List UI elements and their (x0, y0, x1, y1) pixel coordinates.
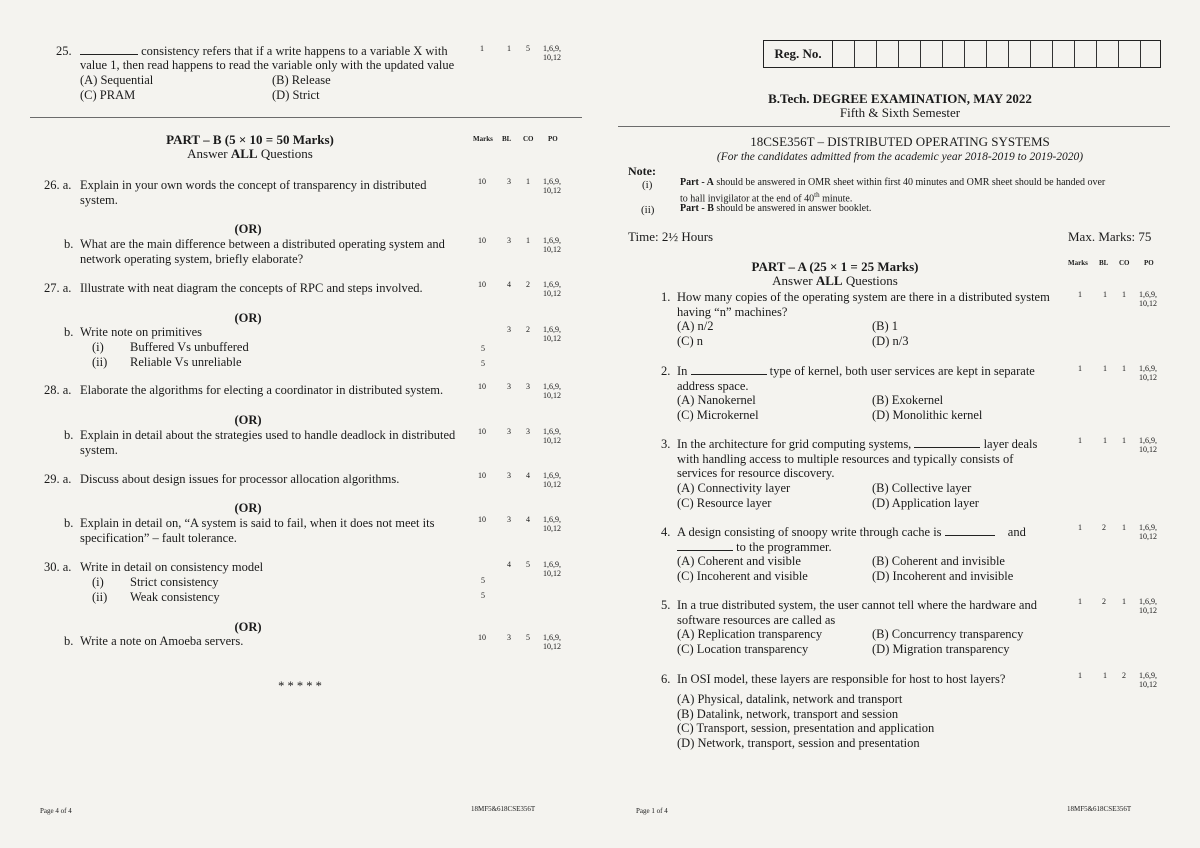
q3-option-a: (A) Connectivity layer (677, 481, 791, 495)
q26b-marks: 10 (478, 236, 486, 245)
q26a-line1: Explain in your own words the concept of transparency in distributed (80, 178, 427, 192)
q1-marks: 1 (1078, 290, 1082, 299)
q29a-bl: 3 (507, 471, 511, 480)
q3-blank (914, 437, 980, 448)
reg-no-cell[interactable] (1052, 41, 1053, 67)
q26a-number: 26. a. (44, 178, 72, 192)
q5-co: 1 (1122, 597, 1126, 606)
q3-line1: In the architecture for grid computing systems, layer deals (677, 437, 1038, 451)
q6-option-d: (D) Network, transport, session and presentation (677, 736, 920, 750)
header-po: PO (548, 135, 558, 143)
q29a-line1: Discuss about design issues for processor allocation algorithms. (80, 472, 400, 486)
q5-option-b: (B) Concurrency transparency (872, 627, 1024, 641)
q30b-line1: Write a note on Amoeba servers. (80, 634, 244, 648)
reg-no-cell[interactable] (1074, 41, 1075, 67)
q5-line1: In a true distributed system, the user cannot tell where the hardware and (677, 598, 1037, 612)
exam-title: B.Tech. DEGREE EXAMINATION, MAY 2022 (768, 91, 1032, 106)
q30a-number: 30. a. (44, 560, 72, 574)
q27b-sub1: Buffered Vs unbuffered (130, 340, 249, 354)
q1-option-c: (C) n (677, 334, 704, 348)
q2-option-c: (C) Microkernel (677, 408, 759, 422)
q26b-co: 1 (526, 236, 530, 245)
part-a-subtitle: Answer ALL Questions (772, 273, 898, 288)
q29a-number: 29. a. (44, 472, 72, 486)
q6-option-c: (C) Transport, session, presentation and application (677, 721, 935, 735)
reg-no-cell[interactable] (854, 41, 855, 67)
reg-no-box (763, 40, 1161, 68)
part-a-title: PART – A (25 × 1 = 25 Marks) (751, 259, 919, 274)
max-marks: Max. Marks: 75 (1068, 229, 1152, 244)
q25-option-b: (B) Release (272, 73, 331, 87)
q3-marks: 1 (1078, 436, 1082, 445)
q6-po: 1,6,9, 10,12 (1139, 671, 1157, 689)
q3-line3: services for resource discovery. (677, 466, 835, 480)
q2-co: 1 (1122, 364, 1126, 373)
q5-po: 1,6,9, 10,12 (1139, 597, 1157, 615)
q30a-co: 5 (526, 560, 530, 569)
q27b-sub2-marks: 5 (481, 359, 485, 368)
q28a-po: 1,6,9, 10,12 (543, 382, 561, 400)
q3-option-b: (B) Collective layer (872, 481, 972, 495)
q27b-sub1-marks: 5 (481, 344, 485, 353)
q3-bl: 1 (1103, 436, 1107, 445)
reg-no-cell[interactable] (964, 41, 965, 67)
q28a-bl: 3 (507, 382, 511, 391)
q30b-co: 5 (526, 633, 530, 642)
q3-number: 3. (661, 437, 671, 451)
note-ii-text: Part - B should be answered in answer booklet. (680, 203, 872, 214)
q2-option-b: (B) Exokernel (872, 393, 944, 407)
q5-option-a: (A) Replication transparency (677, 627, 823, 641)
q26b-bl: 3 (507, 236, 511, 245)
q27b-bl: 3 (507, 325, 511, 334)
q5-number: 5. (661, 598, 671, 612)
q3-line2: with handling access to multiple resources and typically consists of (677, 452, 1014, 466)
or-separator: (OR) (234, 413, 262, 427)
q29a-co: 4 (526, 471, 530, 480)
q5-option-d: (D) Migration transparency (872, 642, 1010, 656)
q6-option-a: (A) Physical, datalink, network and transport (677, 692, 903, 706)
q29b-line2: specification” – fault tolerance. (80, 531, 237, 545)
q27b-number: b. (64, 325, 74, 339)
q25-line1: consistency refers that if a write happens to a variable X with (80, 44, 448, 58)
q30b-number: b. (64, 634, 74, 648)
q30a-po: 1,6,9, 10,12 (543, 560, 561, 578)
q25-bl: 1 (507, 44, 511, 53)
q30b-bl: 3 (507, 633, 511, 642)
q4-line2: to the programmer. (677, 540, 832, 554)
q5-marks: 1 (1078, 597, 1082, 606)
q30a-bl: 4 (507, 560, 511, 569)
q27b-line1: Write note on primitives (80, 325, 203, 339)
q27a-line1: Illustrate with neat diagram the concepts of RPC and steps involved. (80, 281, 423, 295)
part-b-title: PART – B (5 × 10 = 50 Marks) (166, 132, 334, 147)
q27a-bl: 4 (507, 280, 511, 289)
header-bl: BL (502, 135, 512, 143)
q28a-marks: 10 (478, 382, 486, 391)
q29b-bl: 3 (507, 515, 511, 524)
or-separator: (OR) (234, 222, 262, 236)
q1-po: 1,6,9, 10,12 (1139, 290, 1157, 308)
q6-bl: 1 (1103, 671, 1107, 680)
part-b-subtitle: Answer ALL Questions (187, 146, 313, 161)
q25-option-c: (C) PRAM (80, 88, 136, 102)
q28a-line1: Elaborate the algorithms for electing a coordinator in distributed system. (80, 383, 444, 397)
or-separator: (OR) (234, 620, 262, 634)
divider (618, 126, 1170, 127)
q26b-line1: What are the main difference between a distributed operating system and (80, 237, 445, 251)
q25-option-d: (D) Strict (272, 88, 320, 102)
q26a-co: 1 (526, 177, 530, 186)
q28a-number: 28. a. (44, 383, 72, 397)
reg-no-cell[interactable] (1096, 41, 1097, 67)
q27a-number: 27. a. (44, 281, 72, 295)
q29b-number: b. (64, 516, 74, 530)
q4-option-b: (B) Coherent and invisible (872, 554, 1005, 568)
q26b-po: 1,6,9, 10,12 (543, 236, 561, 254)
reg-no-cell[interactable] (986, 41, 987, 67)
note-i-text: Part - A should be answered in OMR sheet within first 40 minutes and OMR sheet should be handed over to hall invigilator at the end of 40th minute. (680, 177, 1106, 205)
q4-option-c: (C) Incoherent and visible (677, 569, 808, 583)
q27b-sub1-number: (i) (92, 340, 104, 354)
candidates-note: (For the candidates admitted from the academic year 2018-2019 to 2019-2020) (716, 151, 1084, 163)
q26b-number: b. (64, 237, 74, 251)
q5-bl: 2 (1102, 597, 1106, 606)
q29b-po: 1,6,9, 10,12 (543, 515, 561, 533)
q27b-sub2-number: (ii) (92, 355, 108, 369)
q26a-po: 1,6,9, 10,12 (543, 177, 561, 195)
q5-option-c: (C) Location transparency (677, 642, 809, 656)
q25-option-a: (A) Sequential (80, 73, 154, 87)
q3-option-c: (C) Resource layer (677, 496, 772, 510)
q2-option-d: (D) Monolithic kernel (872, 408, 983, 422)
divider (30, 117, 582, 118)
note-i-number: (i) (642, 179, 653, 191)
or-separator: (OR) (234, 501, 262, 515)
q3-co: 1 (1122, 436, 1126, 445)
reg-no-cell[interactable] (1008, 41, 1009, 67)
q27a-co: 2 (526, 280, 530, 289)
note-ii-number: (ii) (641, 204, 655, 216)
q2-marks: 1 (1078, 364, 1082, 373)
q26a-bl: 3 (507, 177, 511, 186)
q28b-line2: system. (80, 443, 118, 457)
q3-po: 1,6,9, 10,12 (1139, 436, 1157, 454)
q30a-sub2-marks: 5 (481, 591, 485, 600)
footer-page-number: Page 4 of 4 (40, 807, 72, 815)
q4-blank (945, 525, 995, 536)
end-stars: * * * * * (278, 679, 322, 693)
q30a-sub1: Strict consistency (130, 575, 219, 589)
footer-page-number: Page 1 of 4 (636, 807, 668, 815)
q29b-marks: 10 (478, 515, 486, 524)
note-label: Note: (628, 164, 656, 178)
q6-option-b: (B) Datalink, network, transport and session (677, 707, 899, 721)
q26a-marks: 10 (478, 177, 486, 186)
q25-blank (80, 44, 138, 55)
q1-bl: 1 (1103, 290, 1107, 299)
or-separator: (OR) (234, 311, 262, 325)
q4-marks: 1 (1078, 523, 1082, 532)
q30b-po: 1,6,9, 10,12 (543, 633, 561, 651)
header-co: CO (523, 135, 534, 143)
q6-co: 2 (1122, 671, 1126, 680)
q25-po: 1,6,9, 10,12 (543, 44, 561, 62)
q3-option-d: (D) Application layer (872, 496, 979, 510)
header-bl: BL (1099, 259, 1109, 267)
q2-option-a: (A) Nanokernel (677, 393, 756, 407)
q5-line2: software resources are called as (677, 613, 836, 627)
q1-option-a: (A) n/2 (677, 319, 714, 333)
q2-number: 2. (661, 364, 671, 378)
reg-no-cell[interactable] (1118, 41, 1119, 67)
q4-option-a: (A) Coherent and visible (677, 554, 801, 568)
q25-line2: value 1, then read happens to read the variable only with the updated value (80, 58, 455, 72)
reg-no-label: Reg. No. (764, 41, 833, 67)
reg-no-cell[interactable] (920, 41, 921, 67)
q6-line1: In OSI model, these layers are responsible for host to host layers? (677, 672, 1006, 686)
q28b-marks: 10 (478, 427, 486, 436)
q25-marks: 1 (480, 44, 484, 53)
q29a-marks: 10 (478, 471, 486, 480)
q6-marks: 1 (1078, 671, 1082, 680)
q4-number: 4. (661, 525, 671, 539)
footer-code: 18MF5&618CSE356T (1067, 805, 1132, 813)
q29a-po: 1,6,9, 10,12 (543, 471, 561, 489)
q29b-co: 4 (526, 515, 530, 524)
q27b-co: 2 (526, 325, 530, 334)
q1-line1: How many copies of the operating system are there in a distributed system (677, 290, 1050, 304)
q2-line2: address space. (677, 379, 749, 393)
reg-no-cell[interactable] (876, 41, 877, 67)
q30a-line1: Write in detail on consistency model (80, 560, 264, 574)
q2-line1: In type of kernel, both user services are kept in separate (677, 364, 1035, 378)
course-title: 18CSE356T – DISTRIBUTED OPERATING SYSTEMS (750, 134, 1050, 149)
q1-option-b: (B) 1 (872, 319, 899, 333)
q26b-line2: network operating system, briefly elaborate? (80, 252, 304, 266)
q28b-co: 3 (526, 427, 530, 436)
q26a-line2: system. (80, 193, 118, 207)
q30b-marks: 10 (478, 633, 486, 642)
q30a-sub2-number: (ii) (92, 590, 108, 604)
q27b-po: 1,6,9, 10,12 (543, 325, 561, 343)
q29b-line1: Explain in detail on, “A system is said to fail, when it does not meet its (80, 516, 435, 530)
q28b-po: 1,6,9, 10,12 (543, 427, 561, 445)
reg-no-cell[interactable] (1030, 41, 1031, 67)
header-co: CO (1119, 259, 1130, 267)
q27a-po: 1,6,9, 10,12 (543, 280, 561, 298)
reg-no-cell[interactable] (942, 41, 943, 67)
q4-po: 1,6,9, 10,12 (1139, 523, 1157, 541)
q27a-marks: 10 (478, 280, 486, 289)
q2-blank (691, 364, 767, 375)
q28a-co: 3 (526, 382, 530, 391)
q28b-bl: 3 (507, 427, 511, 436)
q27b-sub2: Reliable Vs unreliable (130, 355, 242, 369)
q25-number: 25. (56, 44, 72, 58)
q28b-number: b. (64, 428, 74, 442)
q4-co: 1 (1122, 523, 1126, 532)
q1-co: 1 (1122, 290, 1126, 299)
reg-no-cell[interactable] (898, 41, 899, 67)
q4-bl: 2 (1102, 523, 1106, 532)
q4-line1: A design consisting of snoopy write through cache is and (677, 525, 1026, 539)
exam-time: Time: 2½ Hours (628, 229, 714, 244)
q1-line2: having “n” machines? (677, 305, 788, 319)
header-po: PO (1144, 259, 1154, 267)
q4-option-d: (D) Incoherent and invisible (872, 569, 1014, 583)
q1-number: 1. (661, 290, 671, 304)
footer-code: 18MF5&618CSE356T (471, 805, 536, 813)
q30a-sub2: Weak consistency (130, 590, 220, 604)
q28b-line1: Explain in detail about the strategies used to handle deadlock in distributed (80, 428, 456, 442)
q30a-sub1-marks: 5 (481, 576, 485, 585)
q4-blank (677, 540, 733, 551)
header-marks: Marks (473, 135, 493, 143)
header-marks: Marks (1068, 259, 1088, 267)
q6-number: 6. (661, 672, 671, 686)
reg-no-cell[interactable] (1140, 41, 1141, 67)
q2-bl: 1 (1103, 364, 1107, 373)
q1-option-d: (D) n/3 (872, 334, 909, 348)
q2-po: 1,6,9, 10,12 (1139, 364, 1157, 382)
q30a-sub1-number: (i) (92, 575, 104, 589)
semester: Fifth & Sixth Semester (839, 105, 961, 120)
q25-co: 5 (526, 44, 530, 53)
